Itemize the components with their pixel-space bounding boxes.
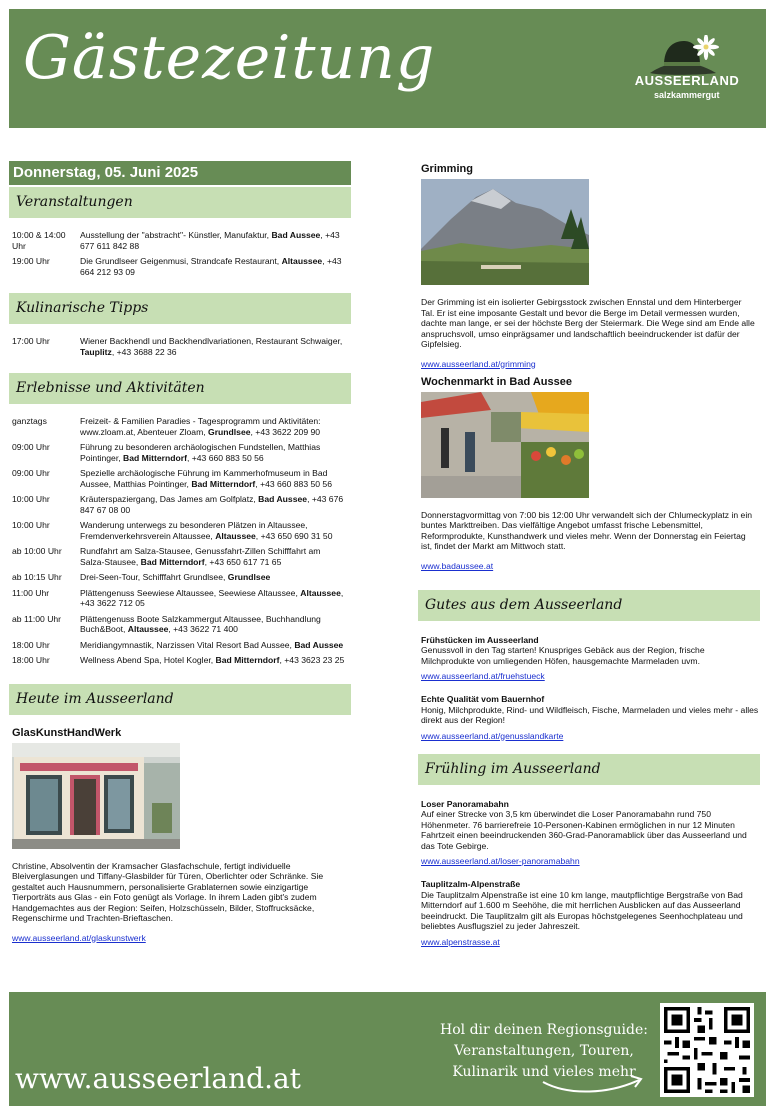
footer-banner (9, 992, 766, 1106)
event-description: Freizeit- & Familien Paradies - Tagesprogramm und Aktivitäten: www.zloam.at, Abenteuer Zloam, Grundlsee, +43 3622 209 90 (80, 416, 321, 437)
event-time: 10:00 Uhr (12, 520, 50, 530)
event-row (9, 256, 351, 277)
event-row (9, 640, 351, 651)
fruehling-list (418, 799, 760, 950)
event-time: 10:00 & 14:00 Uhr (12, 230, 66, 251)
glaskunst-shop-photo (12, 743, 180, 849)
info-block (421, 694, 760, 744)
guide-line-2: Veranstaltungen, Touren, (454, 1043, 634, 1059)
erlebnisse-list (9, 416, 351, 666)
section-fruehling: Frühling im Ausseerland (418, 754, 760, 785)
event-time: ab 11:00 Uhr (12, 613, 62, 624)
event-location: Bad Aussee (271, 230, 321, 240)
event-row (9, 546, 351, 567)
event-row (9, 520, 351, 541)
event-description: Drei-Seen-Tour, Schifffahrt Grundlsee, Grundlsee (80, 572, 271, 582)
event-row (9, 442, 351, 463)
event-location: Grundlsee (227, 572, 271, 582)
event-location: Bad Mitterndorf (123, 452, 187, 463)
event-row (9, 572, 351, 583)
event-location: Altaussee (215, 530, 256, 541)
event-row (9, 230, 351, 251)
event-row (9, 655, 351, 666)
event-description: Wellness Abend Spa, Hotel Kogler, Bad Mitterndorf, +43 3623 23 25 (80, 655, 345, 665)
event-description: Wiener Backhendl und Backhendlvariationen, Restaurant Schwaiger, Tauplitz, +43 3688 22 36 (80, 336, 343, 357)
info-text: Genussvoll in den Tag starten! Knuspriges Gebäck aus der Region, frische Milchprodukte von umliegenden Höfen, hausgemachte Marmeladen uvm. (421, 645, 705, 666)
event-location: Grundlsee (208, 426, 251, 437)
info-text: Honig, Milchprodukte, Rind- und Wildfleisch, Fische, Marmeladen und vieles mehr - alles direkt aus der Region! (421, 704, 759, 725)
event-time: 09:00 Uhr (12, 468, 50, 478)
header-banner (9, 9, 766, 128)
arrow-icon (539, 1070, 649, 1096)
event-description: Meridiangymnastik, Narzissen Vital Resort Bad Aussee, Bad Aussee (80, 639, 344, 650)
markt-link[interactable]: www.badaussee.at (421, 560, 494, 571)
event-description: Die Grundlseer Geigenmusi, Strandcafe Restaurant, Altaussee, +43 664 212 93 09 (80, 256, 342, 277)
event-time: 18:00 Uhr (12, 655, 50, 665)
info-text: Auf einer Strecke von 3,5 km überwindet die Loser Panoramabahn rund 750 Höhenmeter. 76 barrierefreie 10-Personen-Kabinen ermöglichen in nur 12 Minuten Fahrtzeit einen beeindruckenden 360-Grad-Panoramablick über das Ausseerland und das Tote Gebirge. (421, 809, 747, 851)
event-time: ab 10:15 Uhr (12, 572, 62, 582)
event-row (9, 468, 351, 489)
event-location: Bad Mitterndorf (215, 655, 280, 665)
event-time: ganztags (12, 416, 47, 426)
markt-text: Donnerstagvormittag von 7:00 bis 12:00 Uhr verwandelt sich der Chlumeckyplatz in ein buntes Markttreiben. Das vielfältige Angebot umfasst frische Lebensmittel, Reformprodukte, Kunsthandwerk und vieles mehr. Wenn der Donnerstag ein Feiertag ist, findet der Markt am Mittwoch statt. (421, 509, 753, 551)
footer-url[interactable]: www.ausseerland.at (15, 1062, 301, 1095)
logo-subtitle: salzkammergut (654, 90, 720, 100)
grimming-photo (421, 179, 589, 285)
guide-line-1: Hol dir deinen Regionsguide: (440, 1022, 648, 1038)
event-time: 09:00 Uhr (12, 442, 50, 452)
grimming-link[interactable]: www.ausseerland.at/grimming (421, 358, 536, 369)
event-row (9, 494, 351, 515)
event-description: Wanderung unterwegs zu besonderen Plätzen in Altaussee, Fremdenverkehrsverein Altaussee, Altaussee, +43 650 690 31 50 (80, 520, 333, 541)
info-link[interactable]: www.ausseerland.at/genusslandkarte (421, 730, 564, 741)
section-heute: Heute im Ausseerland (9, 684, 351, 715)
event-row (9, 416, 351, 437)
event-location: Tauplitz (80, 346, 112, 357)
info-block (421, 799, 760, 870)
event-time: 18:00 Uhr (12, 639, 50, 650)
glaskunst-text: Christine, Absolventin der Kramsacher Glasfachschule, fertigt individuelle Bleiverglasungen und Tiffany-Glasbilder für Türen, Oberlichter oder Schränke. Sie gestaltet auch Hausnummern, personalisierte Grablaternen sowie einzigartige Tierporträts aus Glas - ein Foto genügt als Vorlage. In ihrem Laden gibt's zudem Handgemachtes aus der Region: Seifen, Holzschüsseln, Bilder, Stoffrucksäcke, Regenschirme und Trachten-Brieftaschen. (12, 860, 324, 923)
section-veranstaltungen: Veranstaltungen (9, 187, 351, 218)
info-link[interactable]: www.ausseerland.at/loser-panoramabahn (421, 856, 580, 866)
event-description: Plättengenuss Seewiese Altaussee, Seewiese Altaussee, Altaussee, +43 3622 712 05 (80, 587, 344, 608)
event-location: Bad Mitterndorf (191, 478, 256, 489)
section-gutes: Gutes aus dem Ausseerland (418, 590, 760, 621)
right-column (418, 161, 760, 960)
event-description: Ausstellung der "abstracht"- Künstler, Manufaktur, Bad Aussee, +43 677 611 842 88 (80, 230, 340, 251)
info-title: Echte Qualität vom Bauernhof (421, 694, 545, 704)
info-link[interactable]: www.ausseerland.at/fruehstueck (421, 671, 545, 681)
event-time: ab 10:00 Uhr (12, 546, 62, 556)
info-title: Loser Panoramabahn (421, 798, 509, 809)
veranstaltungen-list (9, 230, 351, 277)
event-row (9, 614, 351, 635)
event-location: Altaussee (127, 624, 169, 634)
info-text: Die Tauplitzalm Alpenstraße ist eine 10 km lange, mautpflichtige Bergstraße von Bad Mitterndorf auf 1.600 m Seehöhe, die mit herrlichen Ausblicken auf das Ausseerland beeindruckt. Die Tauplitzalm gilt als Europas höchstgelegenes Seenhochplateau und beliebtes Ausflugsziel zu jeder Jahreszeit. (421, 889, 743, 931)
event-location: Bad Aussee (258, 494, 308, 504)
event-row (9, 588, 351, 609)
ausseerland-logo[interactable] (632, 29, 742, 111)
gutes-list (418, 635, 760, 744)
info-block (421, 879, 760, 950)
event-time: 19:00 Uhr (12, 256, 50, 266)
event-description: Führung zu besonderen archäologischen Fundstellen, Matthias Pointinger, Bad Mitterndorf, +43 660 883 50 56 (80, 442, 321, 463)
event-location: Bad Mitterndorf (140, 556, 205, 567)
markt-title: Wochenmarkt in Bad Aussee (421, 375, 572, 388)
event-location: Altaussee (300, 587, 341, 598)
date-heading: Donnerstag, 05. Juni 2025 (9, 161, 351, 185)
event-description: Spezielle archäologische Führung im Kammerhofmuseum in Bad Aussee, Matthias Pointinger, Bad Mitterndorf, +43 660 883 50 56 (80, 468, 332, 489)
event-description: Plättengenuss Boote Salzkammergut Altaussee, Buchhandlung Buch&Boot, Altaussee, +43 3622 71 400 (80, 613, 321, 634)
info-title: Tauplitzalm-Alpenstraße (421, 879, 521, 889)
event-time: 11:00 Uhr (12, 587, 50, 598)
event-time: 17:00 Uhr (12, 336, 50, 346)
info-title: Frühstücken im Ausseerland (421, 634, 539, 645)
grimming-text: Der Grimming ist ein isolierter Gebirgsstock zwischen Ennstal und dem Hinterberger Tal. Er ist eine imposante Gestalt und bevor die Berge im Detail vermessen wurden, dachte man lange, er sei der höchste Berg der Steiermark. Die Wege sind am Ende alle anspruchsvoll, umso einprägsamer und landschaftlich beeindruckender ist dafür der Gipfelsieg. (421, 297, 755, 349)
section-erlebnisse: Erlebnisse und Aktivitäten (9, 373, 351, 404)
wochenmarkt-photo (421, 392, 589, 498)
event-location: Bad Aussee (294, 639, 344, 650)
event-row (9, 336, 351, 357)
glaskunst-link[interactable]: www.ausseerland.at/glaskunstwerk (12, 932, 146, 943)
left-column (9, 161, 351, 946)
glaskunst-title: GlasKunstHandWerk (12, 726, 122, 739)
qr-code-icon[interactable] (660, 1003, 754, 1097)
logo-name: AUSSEERLAND (634, 73, 740, 88)
event-location: Altaussee (281, 256, 323, 266)
info-block (421, 635, 760, 685)
page-title: Gästezeitung (23, 23, 436, 93)
grimming-title: Grimming (421, 163, 473, 175)
kulinarisch-list (9, 336, 351, 357)
event-description: Kräuterspaziergang, Das James am Golfplatz, Bad Aussee, +43 676 847 67 08 00 (80, 494, 344, 515)
event-time: 10:00 Uhr (12, 494, 50, 504)
section-kulinarisch: Kulinarische Tipps (9, 293, 351, 324)
event-description: Rundfahrt am Salza-Stausee, Genussfahrt-Zillen Schifffahrt am Salza-Stausee, Bad Mitterndorf, +43 650 617 71 65 (80, 546, 321, 567)
guide-line-3: Kulinarik und vieles mehr (452, 1064, 636, 1080)
info-link[interactable]: www.alpenstrasse.at (421, 936, 500, 947)
